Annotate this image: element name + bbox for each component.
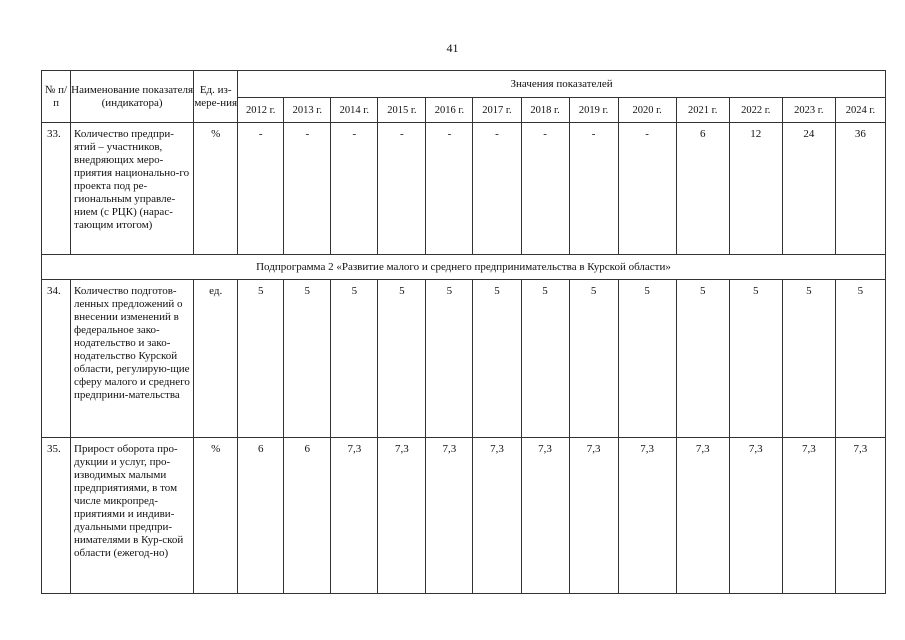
value-cell: 7,3	[331, 438, 378, 594]
indicator-name: Количество подготов-ленных предложений о внесении изменений в федеральное зако-нодательство и зако-нодательство Курской области, регулирую-щие сферу малого и среднего предприни-мательства	[71, 280, 194, 438]
indicator-name: Прирост оборота про-дукции и услуг, про-изводимых малыми предприятиями, в том числе микропред-приятиями и индиви-дуальными предпри-нимателями в Кур-ской области (ежегод-но)	[71, 438, 194, 594]
header-indicator-name: Наименование показателя (индикатора)	[71, 71, 194, 123]
header-year: 2015 г.	[378, 98, 426, 123]
table-row	[42, 280, 886, 438]
value-cell: 5	[473, 280, 521, 438]
value-cell: 5	[569, 280, 618, 438]
header-year: 2014 г.	[331, 98, 378, 123]
header-year: 2022 г.	[729, 98, 782, 123]
row-number: 33.	[42, 123, 71, 255]
value-cell: -	[284, 123, 331, 255]
row-number: 35.	[42, 438, 71, 594]
table-row	[42, 123, 886, 255]
indicator-name: Количество предпри-ятий – участников, внедряющих меро-приятия национально-го проекта под ре-гиональным управле-нием (с РЦК) (нарас-тающим итогом)	[71, 123, 194, 255]
value-cell: 5	[729, 280, 782, 438]
value-cell: -	[378, 123, 426, 255]
value-cell: 7,3	[618, 438, 676, 594]
value-cell: -	[331, 123, 378, 255]
value-cell: -	[426, 123, 473, 255]
indicator-unit: ед.	[194, 280, 238, 438]
header-year: 2017 г.	[473, 98, 521, 123]
value-cell: 7,3	[521, 438, 569, 594]
indicator-unit: %	[194, 123, 238, 255]
subprogram-row	[42, 255, 886, 280]
value-cell: 6	[676, 123, 729, 255]
header-year: 2019 г.	[569, 98, 618, 123]
indicator-unit: %	[194, 438, 238, 594]
header-year: 2020 г.	[618, 98, 676, 123]
indicators-table	[41, 70, 886, 594]
row-number: 34.	[42, 280, 71, 438]
value-cell: 5	[618, 280, 676, 438]
header-values-group: Значения показателей	[238, 71, 886, 98]
value-cell: -	[521, 123, 569, 255]
value-cell: -	[473, 123, 521, 255]
value-cell: 7,3	[729, 438, 782, 594]
value-cell: 7,3	[782, 438, 835, 594]
value-cell: 7,3	[378, 438, 426, 594]
value-cell: 6	[284, 438, 331, 594]
value-cell: 5	[676, 280, 729, 438]
header-year: 2023 г.	[782, 98, 835, 123]
value-cell: 12	[729, 123, 782, 255]
value-cell: 7,3	[835, 438, 885, 594]
value-cell: 5	[426, 280, 473, 438]
value-cell: 7,3	[426, 438, 473, 594]
header-number: № п/п	[42, 71, 71, 123]
value-cell: 36	[835, 123, 885, 255]
value-cell: 5	[284, 280, 331, 438]
value-cell: -	[618, 123, 676, 255]
header-year: 2018 г.	[521, 98, 569, 123]
header-year: 2016 г.	[426, 98, 473, 123]
header-year: 2021 г.	[676, 98, 729, 123]
header-year: 2024 г.	[835, 98, 885, 123]
value-cell: -	[238, 123, 284, 255]
value-cell: -	[569, 123, 618, 255]
table-row	[42, 438, 886, 594]
header-year: 2012 г.	[238, 98, 284, 123]
value-cell: 7,3	[569, 438, 618, 594]
value-cell: 5	[378, 280, 426, 438]
value-cell: 5	[521, 280, 569, 438]
value-cell: 7,3	[676, 438, 729, 594]
value-cell: 24	[782, 123, 835, 255]
value-cell: 5	[331, 280, 378, 438]
value-cell: 5	[835, 280, 885, 438]
value-cell: 6	[238, 438, 284, 594]
header-unit: Ед. из-мере-ния	[194, 71, 238, 123]
value-cell: 5	[782, 280, 835, 438]
header-year: 2013 г.	[284, 98, 331, 123]
value-cell: 5	[238, 280, 284, 438]
subprogram-title: Подпрограмма 2 «Развитие малого и среднего предпринимательства в Курской области»	[42, 255, 886, 280]
value-cell: 7,3	[473, 438, 521, 594]
page-number: 41	[446, 41, 459, 55]
